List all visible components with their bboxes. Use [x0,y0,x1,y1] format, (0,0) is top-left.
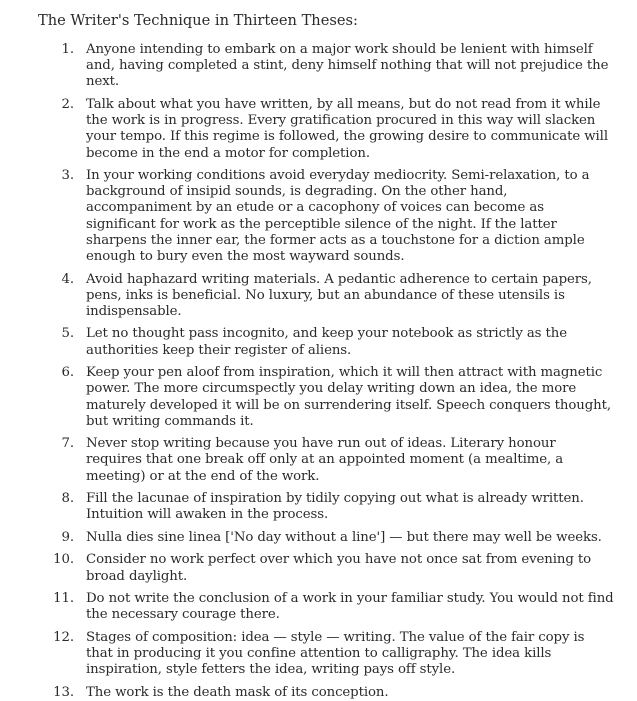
thesis-item [38,326,615,358]
thesis-text: Avoid haphazard writing materials. A pedantic adherence to certain papers, pens, inks is beneficial. No luxury, but an abundance of these utensils is indispensable. [86,271,592,319]
thesis-text: In your working conditions avoid everyday mediocrity. Semi-relaxation, to a background of insipid sounds, is degrading. On the other hand, accompaniment by an etude or a cacophony of voices can become as significant for work as the perceptible silence of the night. If the latter sharpens the inner ear, the former acts as a touchstone for a diction ample enough to bury even the most wayward sounds. [86,168,590,265]
thesis-item [38,168,615,265]
thesis-item [38,42,615,91]
document-title: The Writer's Technique in Thirteen Theses: [38,12,358,29]
thesis-text: Anyone intending to embark on a major work should be lenient with himself and, having completed a stint, deny himself nothing that will not prejudice the next. [86,42,609,90]
thesis-text: Keep your pen aloof from inspiration, which it will then attract with magnetic power. The more circumspectly you delay writing down an idea, the more maturely developed it will be on surrendering itself. Speech conquers thought, but writing commands it. [86,365,611,429]
thesis-number: 13. [53,684,74,700]
thesis-text: The work is the death mask of its conception. [86,684,389,700]
thesis-number: 3. [61,168,74,184]
thesis-text: Let no thought pass incognito, and keep your notebook as strictly as the authorities keep their register of aliens. [86,326,568,358]
thesis-item [38,552,615,584]
thesis-number: 7. [61,436,74,452]
thesis-number: 8. [61,491,74,507]
thesis-number: 11. [53,591,74,607]
thesis-text: Nulla dies sine linea ['No day without a line'] — but there may well be weeks. [86,529,602,545]
thesis-text: Fill the lacunae of inspiration by tidily copying out what is already written. Intuition will awaken in the process. [86,491,584,523]
thesis-item [38,591,615,623]
thesis-text: Talk about what you have written, by all means, but do not read from it while the work is in progress. Every gratification procured in this way will slacken your tempo. If this regime is followed, the growing desire to communicate will become in the end a motor for completion. [86,96,608,161]
thesis-text: Stages of composition: idea — style — writing. The value of the fair copy is that in producing it you confine attention to calligraphy. The idea kills inspiration, style fetters the idea, writing pays off style. [86,629,585,678]
thesis-item [38,685,615,701]
thesis-item [38,530,615,546]
thesis-item [38,436,615,485]
thesis-text: Never stop writing because you have run out of ideas. Literary honour requires that one break off only at an appointed moment (a mealtime, a meeting) or at the end of the work. [86,436,564,484]
thesis-number: 12. [53,629,74,645]
thesis-text: Consider no work perfect over which you have not once sat from evening to broad daylight. [86,552,592,584]
thesis-item [38,97,615,162]
theses-list [38,42,615,701]
thesis-number: 4. [61,271,74,287]
thesis-number: 5. [61,326,74,342]
thesis-text: Do not write the conclusion of a work in your familiar study. You would not find the necessary courage there. [86,591,614,623]
thesis-item [38,630,615,679]
thesis-item [38,491,615,523]
thesis-item [38,365,615,430]
thesis-number: 10. [53,552,74,568]
thesis-item [38,272,615,321]
thesis-number: 9. [61,529,74,545]
thesis-number: 2. [61,96,74,112]
thesis-number: 6. [61,365,74,381]
thesis-number: 1. [61,42,74,57]
